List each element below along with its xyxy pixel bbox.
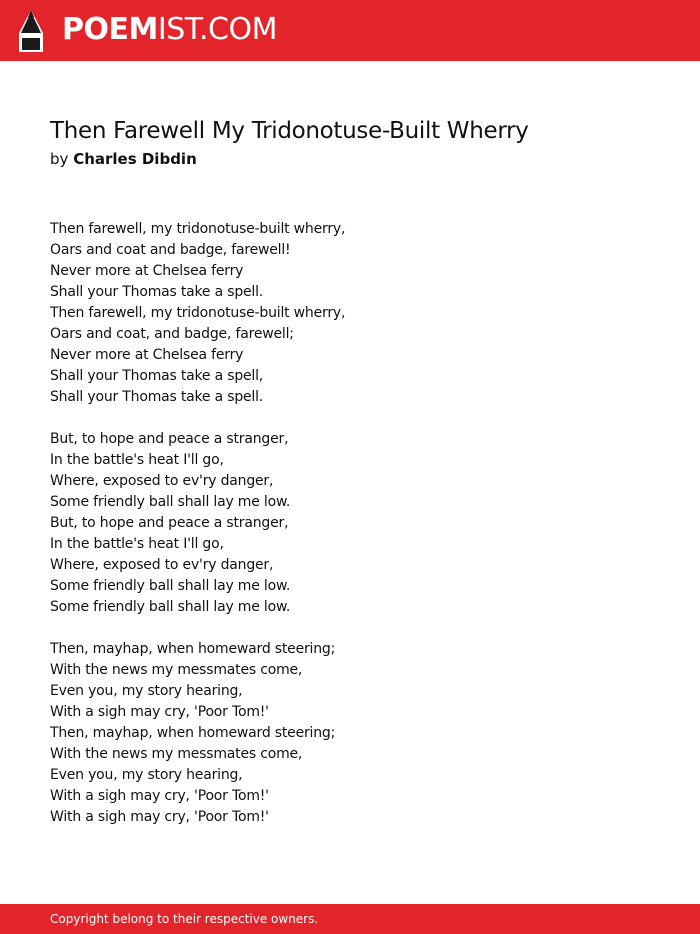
poem-line: With a sigh may cry, 'Poor Tom!' [50,809,269,825]
poem-line: Never more at Chelsea ferry [50,263,244,279]
poem-line: With the news my messmates come, [50,662,303,678]
poem-line: With the news my messmates come, [50,746,303,762]
author-name: Charles Dibdin [73,150,197,168]
stanza [50,639,650,828]
site-header [0,0,700,61]
poem-line: In the battle's heat I'll go, [50,536,224,552]
poem-line: Then farewell, my tridonotuse-built wherry, [50,221,346,237]
stanza [50,429,650,618]
stanza [50,219,650,408]
poem-line: Shall your Thomas take a spell, [50,368,264,384]
poem-line: Then, mayhap, when homeward steering; [50,641,336,657]
poem-line: With a sigh may cry, 'Poor Tom!' [50,788,269,804]
poem-title: Then Farewell My Tridonotuse-Built Wherry [50,118,529,144]
poem-line: Even you, my story hearing, [50,683,243,699]
poem-line: Shall your Thomas take a spell. [50,284,264,300]
poem-line: In the battle's heat I'll go, [50,452,224,468]
poem-line: But, to hope and peace a stranger, [50,431,289,447]
poem-line: Some friendly ball shall lay me low. [50,599,291,615]
poem-line: Oars and coat and badge, farewell! [50,242,291,258]
poem-line: But, to hope and peace a stranger, [50,515,289,531]
poem-line: Some friendly ball shall lay me low. [50,578,291,594]
poem-line: Then farewell, my tridonotuse-built wherry, [50,305,346,321]
poem-line: Where, exposed to ev'ry danger, [50,557,274,573]
brand-light-text: IST.COM [157,12,277,47]
poem-line: With a sigh may cry, 'Poor Tom!' [50,704,269,720]
poem-body [50,219,650,849]
byline [50,149,197,169]
poem-line: Shall your Thomas take a spell. [50,389,264,405]
site-logo[interactable] [62,11,277,49]
by-label: by [50,150,69,168]
poem-line: Where, exposed to ev'ry danger, [50,473,274,489]
pencil-icon[interactable] [18,9,44,53]
poem-line: Even you, my story hearing, [50,767,243,783]
poem-line: Then, mayhap, when homeward steering; [50,725,336,741]
copyright-text: Copyright belong to their respective owners. [50,912,319,926]
brand-bold-text: POEM [62,12,158,47]
poem-line: Some friendly ball shall lay me low. [50,494,291,510]
poem-line: Oars and coat, and badge, farewell; [50,326,294,342]
site-footer [0,904,700,934]
poem-line: Never more at Chelsea ferry [50,347,244,363]
